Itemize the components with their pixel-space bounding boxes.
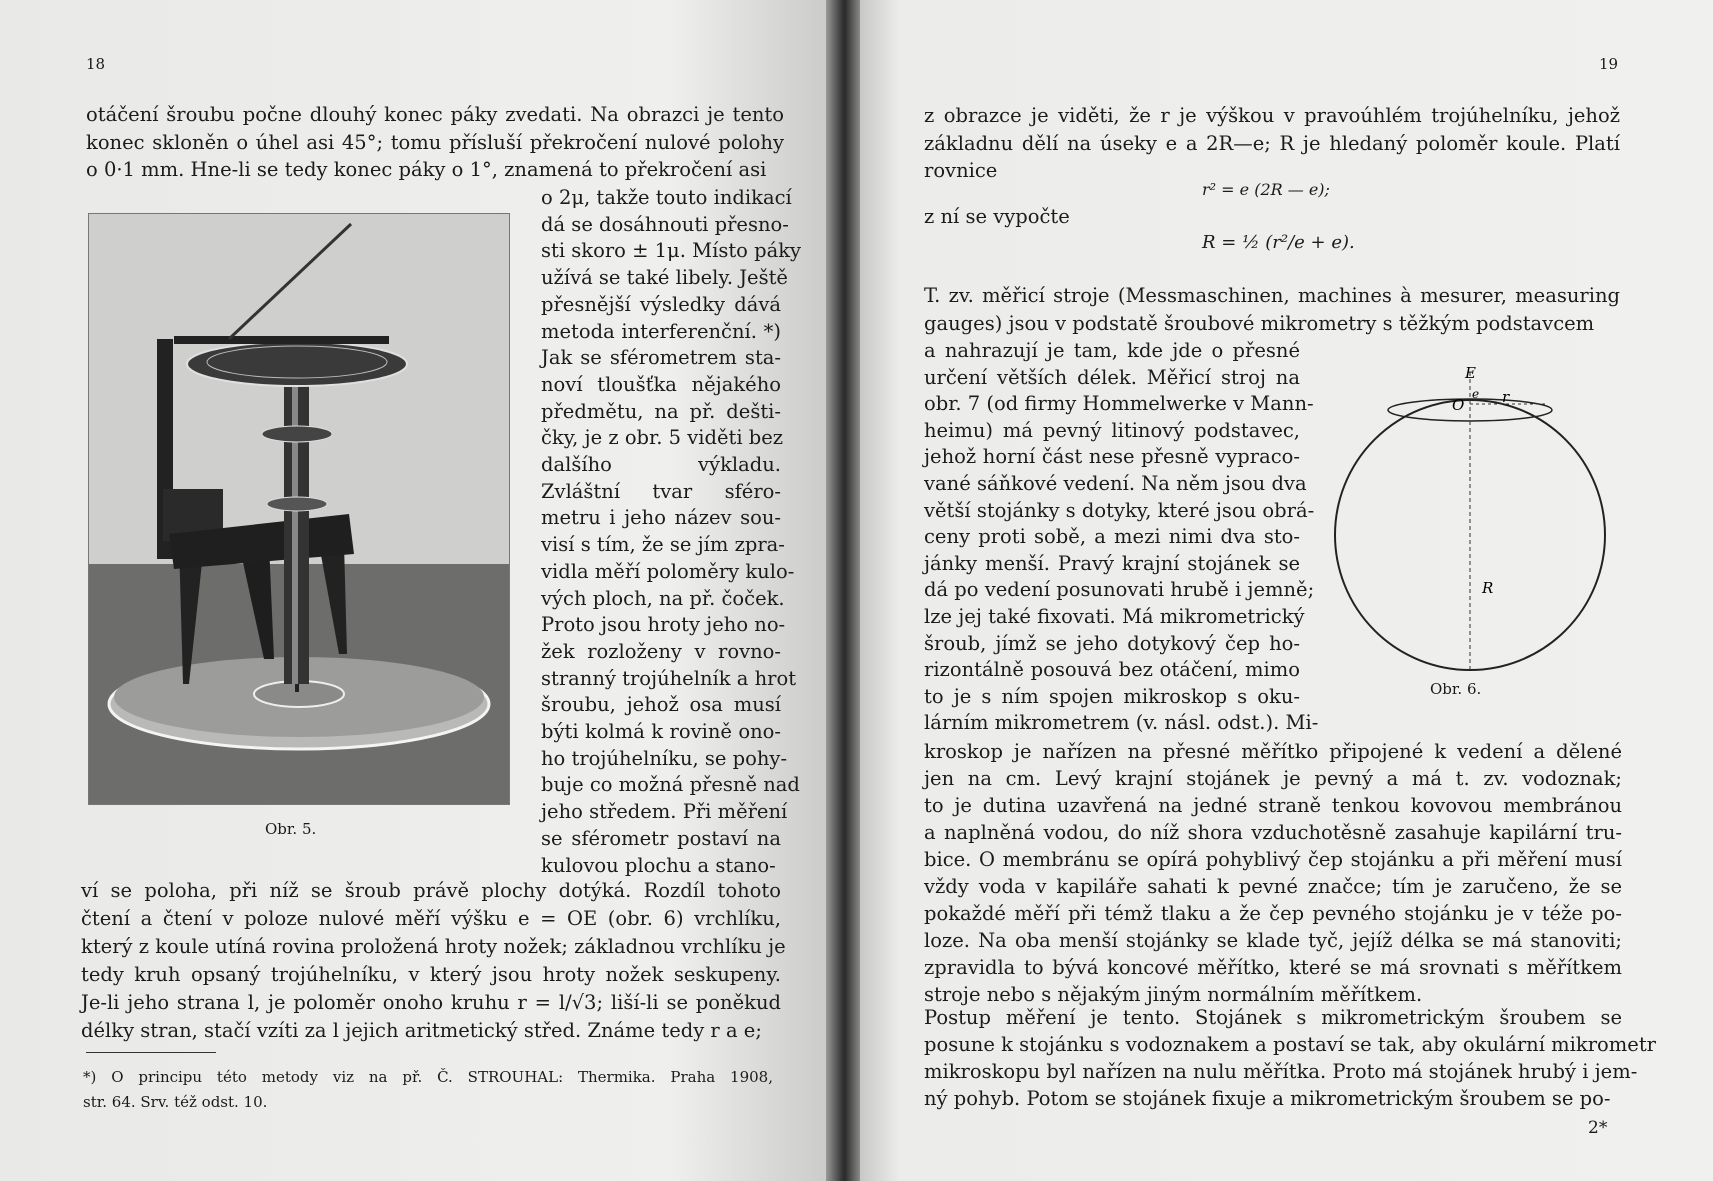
book-gutter xyxy=(826,0,860,1181)
text-line: mikroskopu byl nařízen na nulu měřítka. Proto má stojánek hrubý i jem- xyxy=(924,1060,1638,1083)
text-line: heimu) má pevný litinový podstavec, xyxy=(924,418,1300,442)
page-number-right: 19 xyxy=(1599,55,1619,73)
text-line: rovnice xyxy=(924,159,998,182)
text-line: str. 64. Srv. též odst. 10. xyxy=(83,1093,268,1111)
text-line: jeho středem. Při měření xyxy=(541,800,788,824)
text-line: posune k stojánku s vodoznakem a postaví se tak, aby okulární mikrometr xyxy=(924,1033,1656,1056)
text-line: konec skloněn o úhel asi 45°; tomu přísluší překročení nulové polohy xyxy=(86,130,784,154)
text-line: otáčení šroubu počne dlouhý konec páky zvedati. Na obrazci je tento xyxy=(86,103,784,126)
text-line: sti skoro ± 1μ. Místo páky xyxy=(541,239,802,263)
page-number-left: 18 xyxy=(86,55,106,73)
text-line: tedy kruh opsaný trojúhelníku, v který jsou hroty nožek seskupeny. xyxy=(81,963,781,986)
text-line: Zvláštní tvar sféro- xyxy=(541,479,781,503)
text-line: jánky menší. Pravý krajní stojánek se xyxy=(924,551,1300,575)
text-line: vždy voda v kapiláře sahati k pevné značce; tím je zaručeno, že se xyxy=(924,875,1622,898)
text-line: z obrazce je viděti, že r je výškou v pravoúhlém trojúhelníku, jehož xyxy=(924,104,1620,127)
text-line: pokaždé měří při témž tlaku a že čep pevného stojánku je v téže po- xyxy=(924,902,1622,925)
text-line: Proto jsou hroty jeho no- xyxy=(541,613,786,637)
text-line: to je s ním spojen mikroskop s oku- xyxy=(924,684,1300,708)
text-line: o 2μ, takže touto indikací xyxy=(541,186,792,209)
text-line: a nahrazují je tam, kde jde o přesné xyxy=(924,339,1300,362)
text-line: šroub, jímž se jeho dotykový čep ho- xyxy=(924,631,1300,655)
text-line: který z koule utíná rovina proložená hroty nožek; základnou vrchlíku je xyxy=(81,935,786,958)
text-line: lze jej také fixovati. Má mikrometrický xyxy=(924,605,1305,628)
text-line: T. zv. měřicí stroje (Messmaschinen, machines à mesurer, measuring xyxy=(924,284,1620,307)
text-line: přesnější výsledky dává xyxy=(541,292,781,316)
text-line: ceny proti sobě, a mezi nimi dva sto- xyxy=(924,525,1300,549)
text-line: kulovou plochu a stano- xyxy=(541,853,776,877)
footnote-rule xyxy=(86,1052,216,1053)
label-E: E xyxy=(1465,364,1476,382)
equation-1: r² = e (2R — e); xyxy=(1202,180,1330,199)
text-line: vané sáňkové vedení. Na něm jsou dva xyxy=(924,472,1307,495)
label-r: r xyxy=(1502,388,1510,406)
text-line: žek rozloženy v rovno- xyxy=(541,639,781,663)
text-line: Jak se sférometrem sta- xyxy=(541,346,781,370)
text-line: předmětu, na př. dešti- xyxy=(541,399,781,423)
text-line: ví se poloha, při níž se šroub právě plochy dotýká. Rozdíl tohoto xyxy=(81,879,781,902)
text-line: délky stran, stačí vzíti za l jejich aritmetický střed. Známe tedy r a e; xyxy=(81,1019,762,1042)
text-line: dalšího výkladu. xyxy=(541,453,781,476)
text-line: a naplněná vodou, do níž shora vzduchotěsně zasahuje kapilární tru- xyxy=(924,821,1622,844)
label-R: R xyxy=(1482,579,1494,597)
text-line: určení větších délek. Měřicí stroj na xyxy=(924,365,1300,389)
text-line: zpravidla to bývá koncové měřítko, které se má srovnati s měřítkem xyxy=(924,956,1622,979)
text-line: buje co možná přesně nad xyxy=(541,773,800,797)
text-line: lárním mikrometrem (v. násl. odst.). Mi- xyxy=(924,711,1319,735)
text-line: *) O principu této metody viz na př. Č. STROUHAL: Thermika. Praha 1908, xyxy=(83,1068,773,1086)
signature-mark: 2* xyxy=(1588,1118,1608,1138)
figure-6-diagram xyxy=(1320,360,1630,694)
text-line: býti kolmá k rovině ono- xyxy=(541,720,781,743)
text-line: kroskop je nařízen na přesné měřítko připojené k vedení a dělené xyxy=(924,740,1622,763)
compute-line: z ní se vypočte xyxy=(924,205,1070,228)
text-line: čtení a čtení v poloze nulové měří výšku e = OE (obr. 6) vrchlíku, xyxy=(81,907,781,930)
text-line: Je-li jeho strana l, je poloměr onoho kruhu r = l/√3; liší-li se poněkud xyxy=(81,991,781,1014)
text-line: ho trojúhelníku, se pohy- xyxy=(541,746,788,770)
text-line: ný pohyb. Potom se stojánek fixuje a mikrometrickým šroubem se po- xyxy=(924,1087,1611,1110)
text-line: jen na cm. Levý krajní stojánek je pevný a má t. zv. vodoznak; xyxy=(924,767,1622,790)
label-e: e xyxy=(1472,387,1480,401)
text-line: noví tloušťka nějakého xyxy=(541,372,781,396)
text-line: Postup měření je tento. Stojánek s mikrometrickým šroubem se xyxy=(924,1006,1622,1029)
text-line: bice. O membránu se opírá pohyblivý čep stojánku a při měření musí xyxy=(924,848,1622,871)
text-line: to je dutina uzavřená na jedné straně tenkou kovovou membránou xyxy=(924,794,1622,817)
text-line: čky, je z obr. 5 viděti bez xyxy=(541,426,784,450)
text-line: základnu dělí na úseky e a 2R—e; R je hledaný poloměr koule. Platí xyxy=(924,131,1620,155)
text-line: vých ploch, na př. čoček. xyxy=(541,586,785,610)
text-line: dá po vedení posunovati hrubě i jemně; xyxy=(924,578,1315,602)
label-O: O xyxy=(1452,396,1465,414)
text-line: vidla měří poloměry kulo- xyxy=(541,559,795,583)
text-line: jehož horní část nese přesně vypraco- xyxy=(924,445,1300,469)
text-line: rizontálně posouvá bez otáčení, mimo xyxy=(924,658,1300,682)
text-line: metru i jeho název sou- xyxy=(541,506,781,530)
text-line: stranný trojúhelník a hrot xyxy=(541,666,797,690)
text-line: stroje nebo s nějakým jiným normálním měřítkem. xyxy=(924,983,1423,1006)
text-line: gauges) jsou v podstatě šroubové mikrometry s těžkým podstavcem xyxy=(924,311,1595,335)
text-line: dá se dosáhnouti přesno- xyxy=(541,212,789,236)
text-line: o 0·1 mm. Hne-li se tedy konec páky o 1°, znamená to překročení asi xyxy=(86,158,767,181)
equation-2: R = ½ (r²/e + e). xyxy=(1202,232,1355,253)
text-line: šroubu, jehož osa musí xyxy=(541,693,781,717)
text-line: loze. Na oba menší stojánky se klade tyč, jejíž délka se má stanoviti; xyxy=(924,929,1622,952)
text-line: visí s tím, že se jím zpra- xyxy=(541,533,785,557)
text-line: se sférometr postaví na xyxy=(541,826,781,850)
text-line: větší stojánky s dotyky, které jsou obrá- xyxy=(924,498,1315,522)
text-line: obr. 7 (od firmy Hommelwerke v Mann- xyxy=(924,392,1314,416)
text-line: užívá se také libely. Ještě xyxy=(541,266,788,290)
text-line: metoda interferenční. *) xyxy=(541,319,781,343)
figure-5-caption: Obr. 5. xyxy=(265,820,317,838)
figure-6-caption: Obr. 6. xyxy=(1430,680,1482,698)
spherometer-photo xyxy=(88,213,510,805)
